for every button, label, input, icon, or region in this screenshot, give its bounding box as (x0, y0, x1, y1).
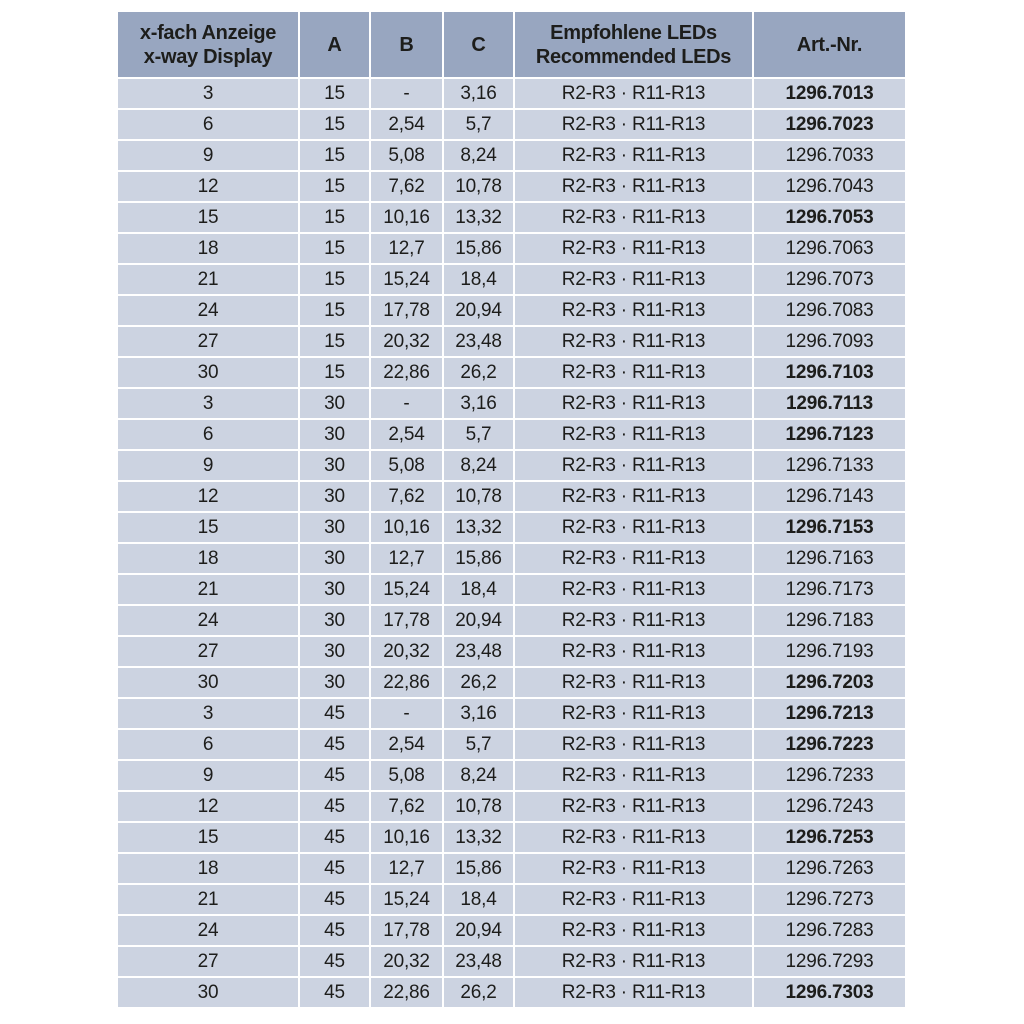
cell-b: 22,86 (371, 668, 442, 697)
cell-display: 12 (118, 172, 298, 201)
cell-leds: R2-R3 · R11-R13 (515, 482, 752, 511)
cell-a: 30 (300, 637, 369, 666)
cell-b: - (371, 699, 442, 728)
cell-display: 18 (118, 544, 298, 573)
cell-c: 18,4 (444, 265, 513, 294)
cell-c: 3,16 (444, 699, 513, 728)
cell-c: 13,32 (444, 203, 513, 232)
cell-b: 20,32 (371, 637, 442, 666)
cell-b: 20,32 (371, 327, 442, 356)
cell-leds: R2-R3 · R11-R13 (515, 203, 752, 232)
cell-art: 1296.7083 (754, 296, 905, 325)
cell-art: 1296.7293 (754, 947, 905, 976)
cell-display: 21 (118, 885, 298, 914)
cell-a: 15 (300, 327, 369, 356)
column-header-leds (515, 12, 752, 77)
cell-b: 17,78 (371, 606, 442, 635)
cell-a: 30 (300, 575, 369, 604)
cell-a: 15 (300, 296, 369, 325)
cell-c: 20,94 (444, 916, 513, 945)
column-header-c-label: C (471, 33, 486, 56)
cell-b: 7,62 (371, 482, 442, 511)
cell-b: 7,62 (371, 172, 442, 201)
cell-a: 45 (300, 978, 369, 1007)
cell-art: 1296.7223 (754, 730, 905, 759)
cell-b: 2,54 (371, 730, 442, 759)
cell-b: 5,08 (371, 451, 442, 480)
cell-b: 22,86 (371, 978, 442, 1007)
cell-c: 23,48 (444, 327, 513, 356)
cell-a: 45 (300, 823, 369, 852)
cell-a: 30 (300, 451, 369, 480)
cell-b: 12,7 (371, 234, 442, 263)
cell-art: 1296.7103 (754, 358, 905, 387)
cell-leds: R2-R3 · R11-R13 (515, 296, 752, 325)
cell-leds: R2-R3 · R11-R13 (515, 947, 752, 976)
cell-art: 1296.7023 (754, 110, 905, 139)
cell-display: 27 (118, 947, 298, 976)
cell-c: 18,4 (444, 575, 513, 604)
cell-leds: R2-R3 · R11-R13 (515, 79, 752, 108)
cell-b: 2,54 (371, 420, 442, 449)
cell-c: 8,24 (444, 761, 513, 790)
cell-display: 15 (118, 513, 298, 542)
cell-display: 27 (118, 327, 298, 356)
cell-c: 10,78 (444, 792, 513, 821)
cell-art: 1296.7123 (754, 420, 905, 449)
cell-a: 15 (300, 141, 369, 170)
cell-display: 12 (118, 482, 298, 511)
cell-a: 15 (300, 203, 369, 232)
cell-display: 6 (118, 420, 298, 449)
cell-leds: R2-R3 · R11-R13 (515, 761, 752, 790)
column-header-leds-line2: Recommended LEDs (535, 45, 732, 68)
cell-a: 30 (300, 389, 369, 418)
cell-b: 10,16 (371, 513, 442, 542)
cell-b: 5,08 (371, 141, 442, 170)
column-header-art-nr-label: Art.-Nr. (796, 33, 863, 56)
cell-a: 15 (300, 172, 369, 201)
cell-leds: R2-R3 · R11-R13 (515, 389, 752, 418)
cell-art: 1296.7053 (754, 203, 905, 232)
cell-b: - (371, 389, 442, 418)
cell-b: 17,78 (371, 296, 442, 325)
column-header-b (371, 12, 442, 77)
cell-leds: R2-R3 · R11-R13 (515, 854, 752, 883)
cell-b: 7,62 (371, 792, 442, 821)
cell-c: 15,86 (444, 854, 513, 883)
cell-display: 6 (118, 110, 298, 139)
cell-leds: R2-R3 · R11-R13 (515, 513, 752, 542)
cell-a: 15 (300, 110, 369, 139)
cell-art: 1296.7253 (754, 823, 905, 852)
cell-art: 1296.7133 (754, 451, 905, 480)
cell-leds: R2-R3 · R11-R13 (515, 110, 752, 139)
cell-leds: R2-R3 · R11-R13 (515, 823, 752, 852)
cell-art: 1296.7283 (754, 916, 905, 945)
cell-display: 15 (118, 823, 298, 852)
cell-b: 20,32 (371, 947, 442, 976)
cell-display: 24 (118, 296, 298, 325)
cell-display: 6 (118, 730, 298, 759)
cell-a: 30 (300, 668, 369, 697)
cell-art: 1296.7073 (754, 265, 905, 294)
cell-leds: R2-R3 · R11-R13 (515, 792, 752, 821)
cell-b: 10,16 (371, 203, 442, 232)
cell-a: 30 (300, 420, 369, 449)
cell-leds: R2-R3 · R11-R13 (515, 327, 752, 356)
cell-c: 10,78 (444, 172, 513, 201)
cell-c: 8,24 (444, 141, 513, 170)
cell-display: 3 (118, 699, 298, 728)
cell-display: 24 (118, 916, 298, 945)
cell-display: 15 (118, 203, 298, 232)
cell-b: 15,24 (371, 575, 442, 604)
cell-art: 1296.7243 (754, 792, 905, 821)
cell-leds: R2-R3 · R11-R13 (515, 668, 752, 697)
cell-art: 1296.7273 (754, 885, 905, 914)
column-header-art-nr (754, 12, 905, 77)
cell-art: 1296.7033 (754, 141, 905, 170)
cell-art: 1296.7153 (754, 513, 905, 542)
cell-a: 30 (300, 513, 369, 542)
cell-leds: R2-R3 · R11-R13 (515, 358, 752, 387)
cell-c: 18,4 (444, 885, 513, 914)
cell-a: 45 (300, 916, 369, 945)
cell-display: 27 (118, 637, 298, 666)
cell-leds: R2-R3 · R11-R13 (515, 606, 752, 635)
cell-c: 26,2 (444, 668, 513, 697)
column-header-display-line1: x-fach Anzeige (139, 21, 277, 44)
cell-c: 5,7 (444, 110, 513, 139)
cell-b: 15,24 (371, 265, 442, 294)
cell-display: 9 (118, 451, 298, 480)
cell-display: 30 (118, 668, 298, 697)
cell-b: - (371, 79, 442, 108)
cell-display: 21 (118, 265, 298, 294)
cell-leds: R2-R3 · R11-R13 (515, 172, 752, 201)
cell-art: 1296.7013 (754, 79, 905, 108)
cell-c: 5,7 (444, 730, 513, 759)
led-spec-table (118, 12, 905, 1007)
cell-a: 45 (300, 792, 369, 821)
cell-display: 3 (118, 79, 298, 108)
cell-a: 15 (300, 234, 369, 263)
cell-b: 10,16 (371, 823, 442, 852)
cell-display: 9 (118, 761, 298, 790)
cell-leds: R2-R3 · R11-R13 (515, 544, 752, 573)
cell-display: 21 (118, 575, 298, 604)
cell-b: 12,7 (371, 544, 442, 573)
cell-b: 5,08 (371, 761, 442, 790)
cell-a: 45 (300, 854, 369, 883)
cell-display: 30 (118, 358, 298, 387)
cell-c: 13,32 (444, 823, 513, 852)
cell-c: 13,32 (444, 513, 513, 542)
cell-c: 26,2 (444, 358, 513, 387)
cell-b: 15,24 (371, 885, 442, 914)
cell-a: 15 (300, 265, 369, 294)
cell-art: 1296.7043 (754, 172, 905, 201)
cell-art: 1296.7143 (754, 482, 905, 511)
column-header-display (118, 12, 298, 77)
cell-c: 5,7 (444, 420, 513, 449)
cell-c: 15,86 (444, 234, 513, 263)
cell-b: 17,78 (371, 916, 442, 945)
cell-art: 1296.7183 (754, 606, 905, 635)
cell-art: 1296.7213 (754, 699, 905, 728)
cell-art: 1296.7263 (754, 854, 905, 883)
cell-c: 15,86 (444, 544, 513, 573)
cell-display: 9 (118, 141, 298, 170)
column-header-a (300, 12, 369, 77)
cell-a: 30 (300, 606, 369, 635)
column-header-leds-line1: Empfohlene LEDs (550, 21, 717, 44)
column-header-b-label: B (399, 33, 414, 56)
cell-leds: R2-R3 · R11-R13 (515, 575, 752, 604)
cell-a: 30 (300, 482, 369, 511)
cell-a: 45 (300, 947, 369, 976)
cell-leds: R2-R3 · R11-R13 (515, 451, 752, 480)
cell-art: 1296.7233 (754, 761, 905, 790)
cell-b: 2,54 (371, 110, 442, 139)
cell-leds: R2-R3 · R11-R13 (515, 978, 752, 1007)
cell-art: 1296.7163 (754, 544, 905, 573)
cell-leds: R2-R3 · R11-R13 (515, 699, 752, 728)
cell-c: 10,78 (444, 482, 513, 511)
cell-a: 45 (300, 699, 369, 728)
cell-display: 24 (118, 606, 298, 635)
column-header-display-line2: x-way Display (143, 45, 273, 68)
cell-leds: R2-R3 · R11-R13 (515, 420, 752, 449)
cell-c: 20,94 (444, 296, 513, 325)
cell-art: 1296.7063 (754, 234, 905, 263)
cell-leds: R2-R3 · R11-R13 (515, 234, 752, 263)
cell-leds: R2-R3 · R11-R13 (515, 885, 752, 914)
cell-display: 12 (118, 792, 298, 821)
cell-a: 45 (300, 761, 369, 790)
cell-display: 18 (118, 854, 298, 883)
cell-leds: R2-R3 · R11-R13 (515, 265, 752, 294)
cell-a: 15 (300, 79, 369, 108)
cell-leds: R2-R3 · R11-R13 (515, 916, 752, 945)
cell-art: 1296.7303 (754, 978, 905, 1007)
cell-c: 3,16 (444, 79, 513, 108)
cell-art: 1296.7173 (754, 575, 905, 604)
cell-leds: R2-R3 · R11-R13 (515, 141, 752, 170)
cell-a: 45 (300, 730, 369, 759)
cell-c: 8,24 (444, 451, 513, 480)
cell-art: 1296.7193 (754, 637, 905, 666)
cell-c: 26,2 (444, 978, 513, 1007)
cell-leds: R2-R3 · R11-R13 (515, 637, 752, 666)
cell-display: 18 (118, 234, 298, 263)
cell-display: 3 (118, 389, 298, 418)
cell-c: 20,94 (444, 606, 513, 635)
cell-c: 23,48 (444, 947, 513, 976)
cell-c: 3,16 (444, 389, 513, 418)
cell-a: 15 (300, 358, 369, 387)
cell-art: 1296.7113 (754, 389, 905, 418)
cell-art: 1296.7203 (754, 668, 905, 697)
cell-c: 23,48 (444, 637, 513, 666)
cell-a: 30 (300, 544, 369, 573)
cell-art: 1296.7093 (754, 327, 905, 356)
cell-b: 12,7 (371, 854, 442, 883)
column-header-a-label: A (327, 33, 342, 56)
column-header-c (444, 12, 513, 77)
cell-leds: R2-R3 · R11-R13 (515, 730, 752, 759)
cell-a: 45 (300, 885, 369, 914)
cell-display: 30 (118, 978, 298, 1007)
cell-b: 22,86 (371, 358, 442, 387)
